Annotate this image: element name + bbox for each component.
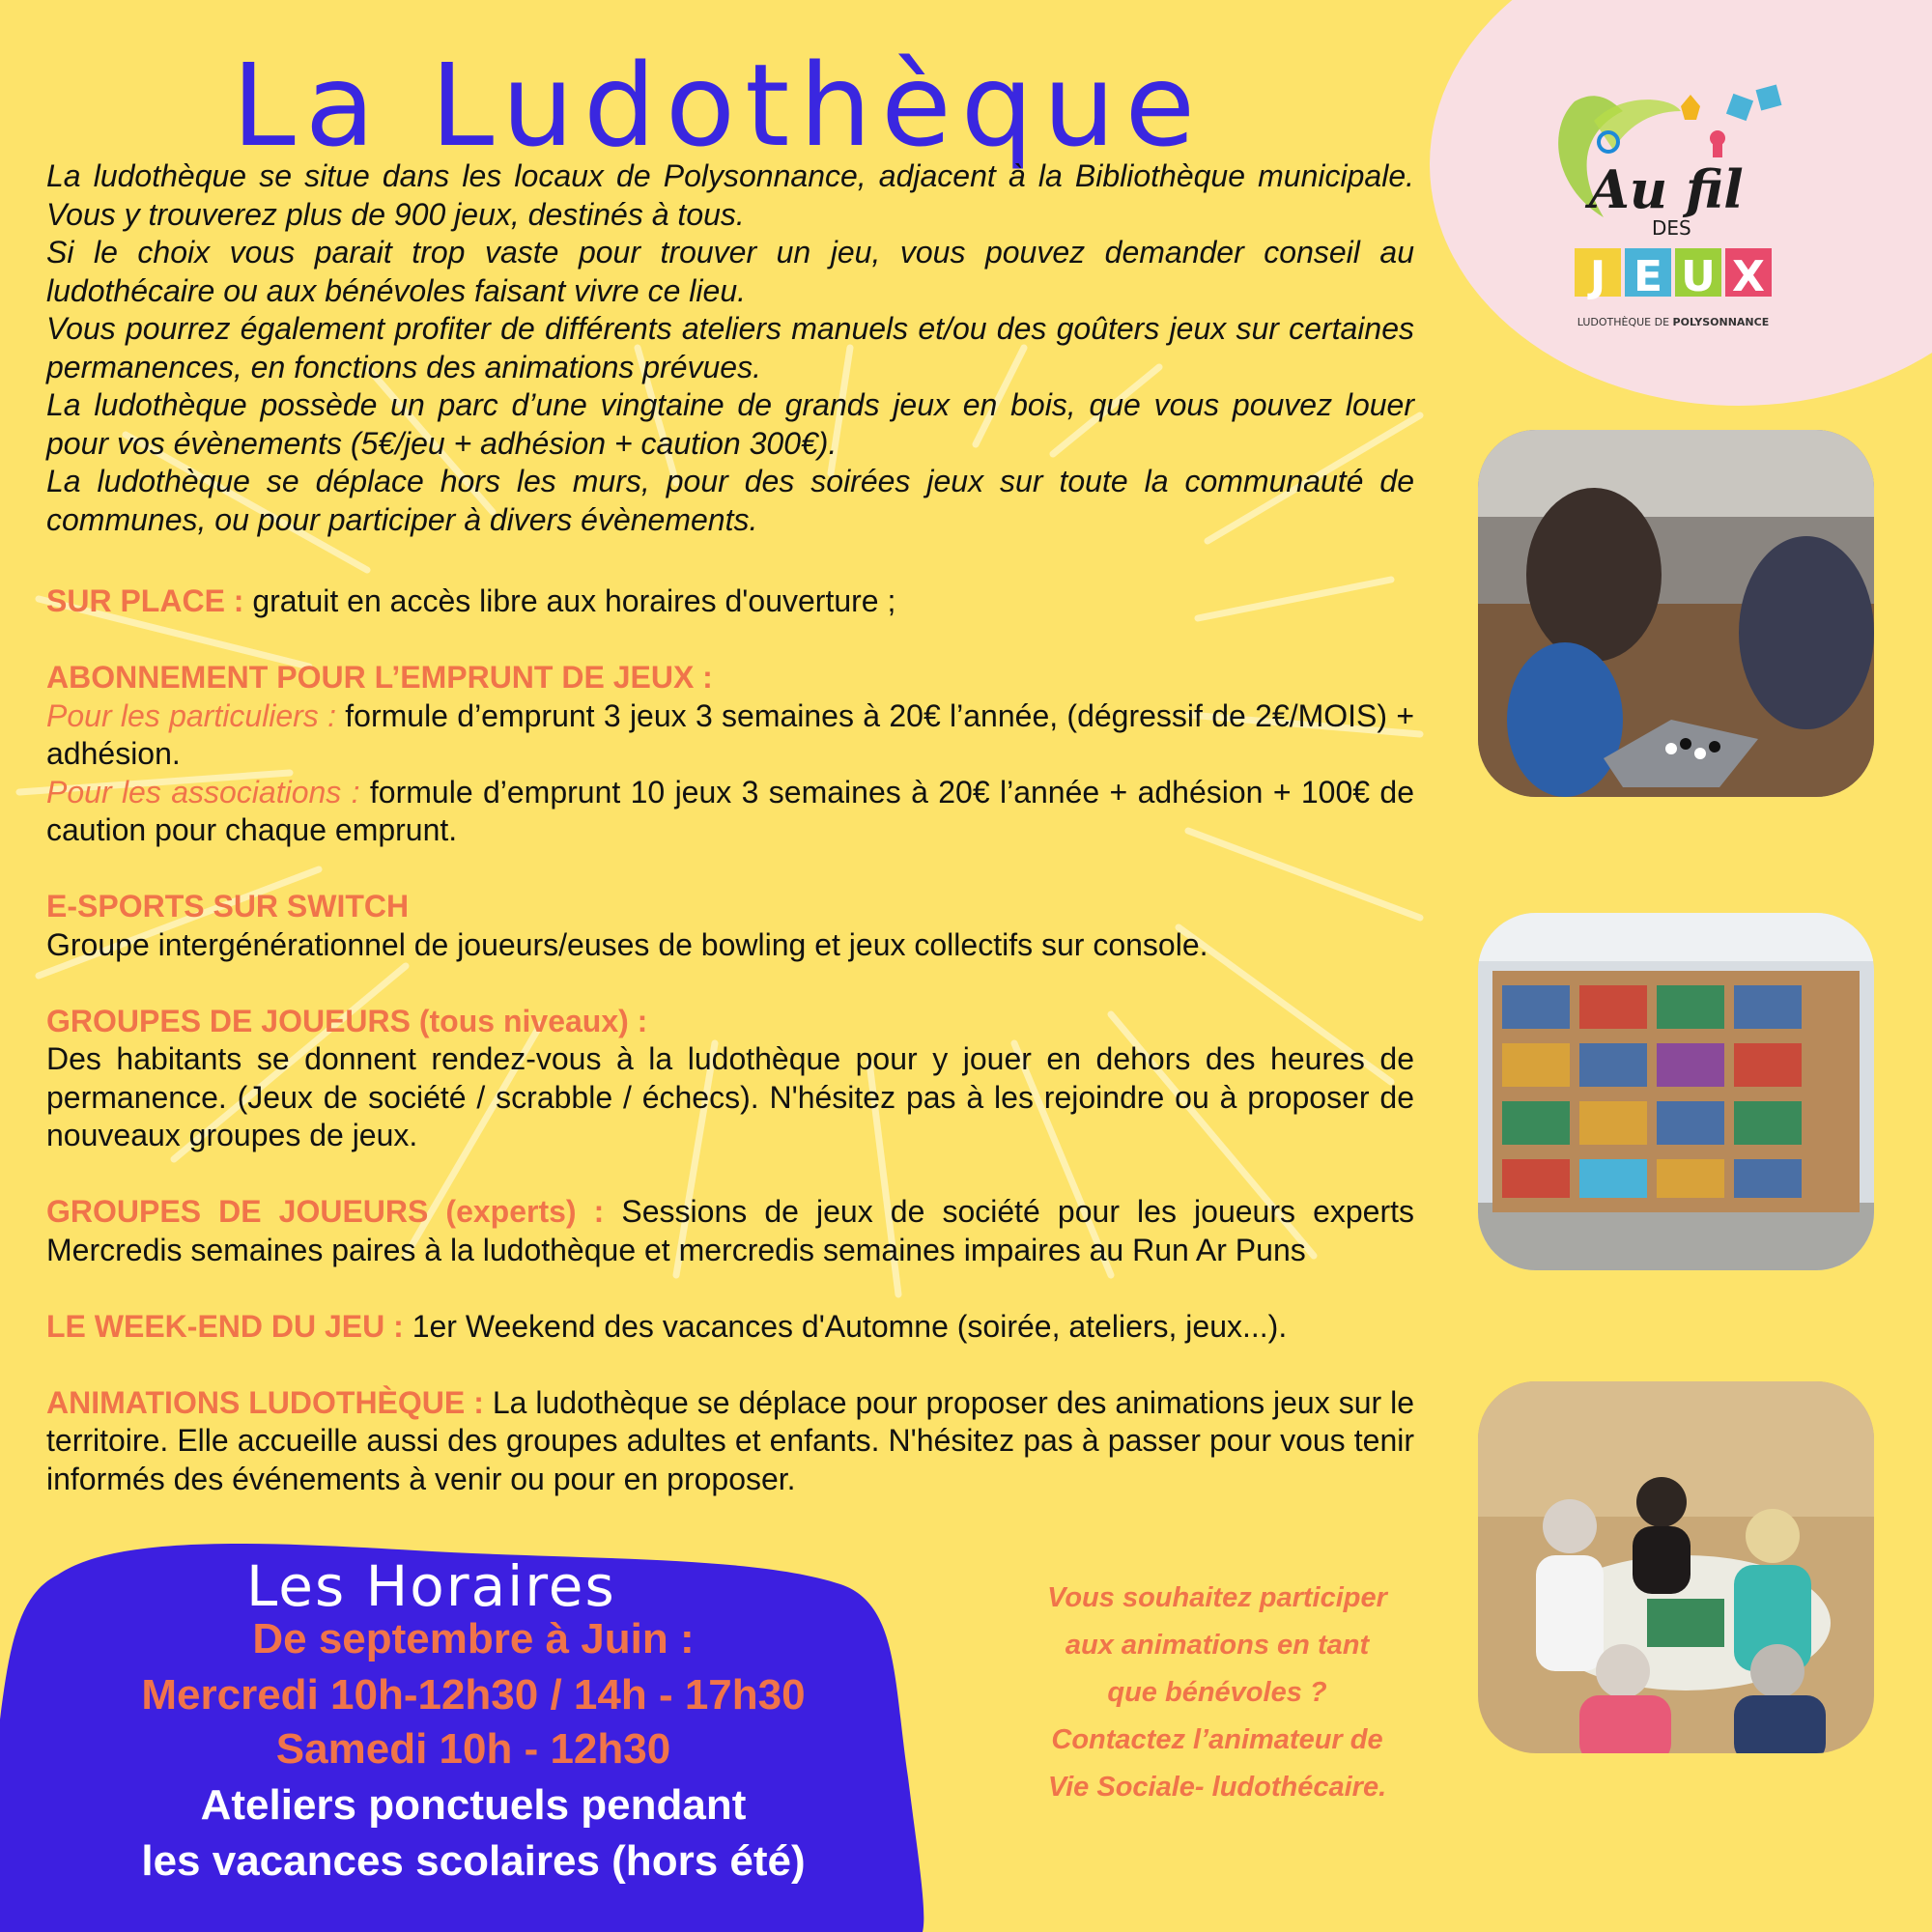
abonnement-associations xyxy=(46,774,1414,850)
photo-players-games xyxy=(1478,430,1874,797)
logo-letter-j: J xyxy=(1589,252,1606,301)
section-heading: GROUPES DE JOUEURS (experts) : xyxy=(46,1194,605,1229)
services-list xyxy=(46,582,1414,1537)
section-sur-place xyxy=(46,582,1414,621)
intro-line: La ludothèque se déplace hors les murs, pour des soirées jeux sur toute la communauté de communes, ou pour participer à divers évènements. xyxy=(46,464,1414,537)
intro-line: Vous pourrez également profiter de différents ateliers manuels et/ou des goûters jeux sur certaines permanences, en fonctions des animations prévues. xyxy=(46,311,1414,384)
volunteer-line: que bénévoles ? xyxy=(1107,1677,1327,1708)
section-heading: ABONNEMENT POUR L’EMPRUNT DE JEUX : xyxy=(46,660,713,695)
intro-paragraph xyxy=(46,157,1414,539)
section-text: Sessions de jeux de société pour les joueurs experts Mercredis semaines paires à la ludothèque et mercredis semaines impaires au Run Ar Puns xyxy=(46,1194,1415,1267)
photo-scrabble-group xyxy=(1478,1381,1874,1753)
logo-letter-e: E xyxy=(1633,252,1663,301)
particuliers-text: formule d’emprunt 3 jeux 3 semaines à 20€ l’année, (dégressif de 2€/MOIS) + adhésion. xyxy=(46,697,1415,771)
photo-game-shelves xyxy=(1478,913,1874,1270)
logo-text-des: DES xyxy=(1652,216,1691,240)
volunteer-line: Vie Sociale- ludothécaire. xyxy=(1047,1772,1387,1803)
horaires-title: Les Horaires xyxy=(246,1553,616,1619)
particuliers-label: Pour les particuliers : xyxy=(46,697,336,733)
section-text: Des habitants se donnent rendez-vous à la ludothèque pour y jouer en dehors des heures de permanence. (Jeux de société / scrabble / échecs). N'hésitez pas à les rejoindre ou à proposer de nouveaux groupes de jeux. xyxy=(46,1041,1414,1152)
section-heading: SUR PLACE : xyxy=(46,583,244,618)
horaires-mercredi: Mercredi 10h-12h30 / 14h - 17h30 xyxy=(141,1671,806,1719)
section-text: 1er Weekend des vacances d'Automne (soirée, ateliers, jeux...). xyxy=(403,1308,1288,1344)
associations-label: Pour les associations : xyxy=(46,774,360,810)
section-heading: E-SPORTS SUR SWITCH xyxy=(46,889,410,923)
page-title: La Ludothèque xyxy=(232,39,1206,172)
section-text: gratuit en accès libre aux horaires d'ouverture ; xyxy=(243,583,896,618)
volunteer-line: Vous souhaitez participer xyxy=(1047,1582,1387,1613)
horaires-ateliers-line2: les vacances scolaires (hors été) xyxy=(141,1837,806,1885)
section-heading: GROUPES DE JOUEURS (tous niveaux) : xyxy=(46,1003,648,1038)
horaires-period: De septembre à Juin : xyxy=(252,1615,695,1662)
volunteer-line: aux animations en tant xyxy=(1065,1630,1370,1661)
section-groupes-tous-niveaux xyxy=(46,1003,1414,1155)
section-abonnement xyxy=(46,659,1414,850)
section-groupes-experts xyxy=(46,1193,1414,1269)
logo-text-au-fil: Au fil xyxy=(1589,158,1744,220)
section-heading: LE WEEK-END DU JEU : xyxy=(46,1308,404,1344)
intro-line: Si le choix vous parait trop vaste pour trouver un jeu, vous pouvez demander conseil au ludothécaire ou aux bénévoles faisant vivre ce lieu. xyxy=(46,235,1414,308)
horaires-samedi: Samedi 10h - 12h30 xyxy=(275,1725,671,1773)
au-fil-des-jeux-logo xyxy=(1536,72,1806,343)
volunteer-callout xyxy=(995,1575,1439,1811)
logo-subtitle: LUDOTHÈQUE DE POLYSONNANCE xyxy=(1577,316,1770,328)
intro-line: La ludothèque possède un parc d’une vingtaine de grands jeux en bois, que vous pouvez louer pour vos évènements (5€/jeu + adhésion + caution 300€). xyxy=(46,387,1414,461)
section-weekend-du-jeu xyxy=(46,1308,1414,1347)
logo-letter-u: U xyxy=(1681,252,1716,301)
section-text: Groupe intergénérationnel de joueurs/euses de bowling et jeux collectifs sur console. xyxy=(46,926,1208,962)
section-text: La ludothèque se déplace pour proposer des animations jeux sur le territoire. Elle accueille aussi des groupes adultes et enfants. N'hésitez pas à passer pour vous tenir informés des événements à venir ou pour en proposer. xyxy=(46,1384,1415,1496)
section-heading: ANIMATIONS LUDOTHÈQUE : xyxy=(46,1384,484,1420)
section-esports xyxy=(46,888,1414,964)
associations-text: formule d’emprunt 10 jeux 3 semaines à 20€ l’année + adhésion + 100€ de caution pour chaque emprunt. xyxy=(46,774,1415,847)
volunteer-line: Contactez l’animateur de xyxy=(1051,1724,1383,1755)
horaires-ateliers-line1: Ateliers ponctuels pendant xyxy=(200,1781,747,1829)
logo-letter-x: X xyxy=(1732,252,1765,301)
intro-line: La ludothèque se situe dans les locaux de Polysonnance, adjacent à la Bibliothèque municipale. Vous y trouverez plus de 900 jeux, destinés à tous. xyxy=(46,158,1414,232)
section-animations xyxy=(46,1384,1414,1499)
abonnement-particuliers xyxy=(46,697,1414,774)
